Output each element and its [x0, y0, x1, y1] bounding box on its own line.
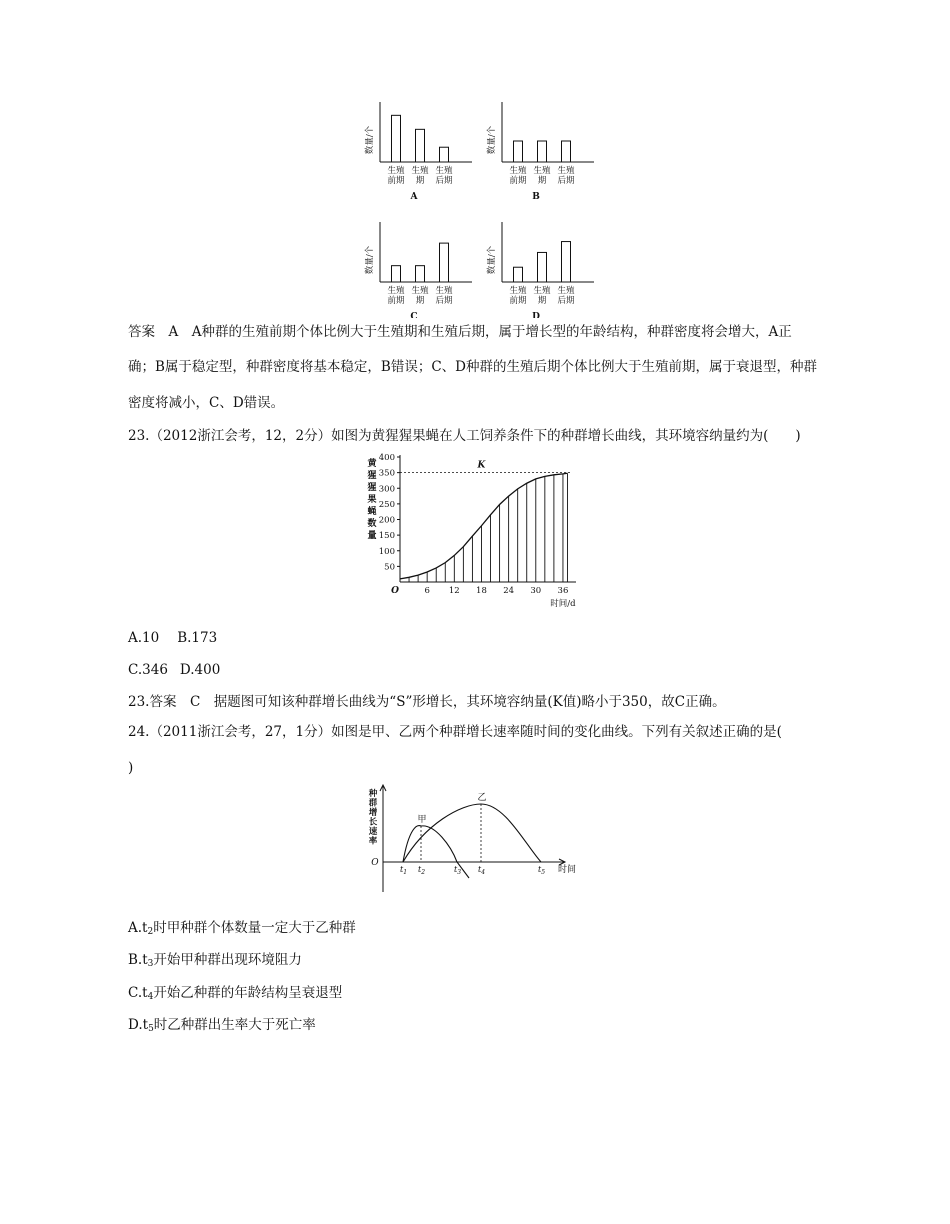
t-label: $t_3$	[454, 865, 462, 876]
y-tick-label: 150	[378, 531, 395, 542]
x-tick-label: 36	[557, 586, 569, 596]
q24-option-c[interactable]: $C.t_4$开始乙种群的年龄结构呈衰退型	[128, 985, 343, 1002]
x-axis-label: 时间	[557, 865, 577, 875]
x-tick-label: 18	[476, 586, 487, 596]
category-label-line2: 期	[415, 176, 425, 186]
category-label-line1: 生殖	[435, 286, 453, 296]
y-axis-label-char: 猩	[367, 483, 377, 493]
y-axis-label: 数量/个	[365, 125, 375, 155]
q23-option-b[interactable]: B.173	[177, 630, 218, 646]
q24-stem-line2: )	[128, 760, 134, 776]
category-label-line2: 前期	[509, 176, 527, 186]
category-label-line1: 生殖	[509, 166, 527, 176]
bar	[440, 243, 449, 282]
x-tick-label: 30	[530, 586, 542, 596]
answer-22-line2: 确；B属于稳定型，种群密度将基本稳定，B错误；C、D种群的生殖后期个体比例大于生殖前期，属于衰退型，种群	[128, 359, 817, 375]
age-panel-D	[486, 222, 594, 318]
q23-options-ab	[128, 628, 828, 648]
y-tick-label: 350	[378, 468, 395, 479]
panel-label: D	[532, 312, 540, 318]
age-panel-B	[486, 102, 594, 202]
y-axis-label-char: 种	[368, 789, 378, 799]
panel-label: C	[410, 312, 418, 318]
category-label-line1: 生殖	[387, 166, 405, 176]
x-tick-label: 6	[424, 586, 430, 596]
bar	[416, 266, 425, 282]
growth-curve	[400, 473, 567, 579]
y-axis-label-char: 率	[368, 836, 378, 847]
q23-option-a[interactable]: A.10	[128, 630, 160, 646]
category-label-line1: 生殖	[533, 166, 551, 176]
bar	[392, 266, 401, 282]
q23-answer: 23.答案 C 据题图可知该种群增长曲线为“S”形增长，其环境容纳量(K值)略小于350，故C正确。	[128, 694, 726, 710]
category-label-line2: 前期	[387, 176, 405, 186]
x-axis-label: 时间/d	[550, 599, 576, 609]
category-label-line2: 前期	[509, 296, 527, 306]
y-axis-label: 数量/个	[487, 125, 497, 155]
k-label: K	[477, 460, 486, 471]
t-label: $t_5$	[538, 865, 546, 876]
category-label-line2: 后期	[557, 176, 575, 186]
q24-stem-line1: 24.（2011浙江会考，27，1分）如图是甲、乙两个种群增长速率随时间的变化曲线。下列有关叙述正确的是(	[128, 724, 782, 740]
age-structure-figure	[360, 96, 600, 318]
y-tick-label: 400	[378, 453, 395, 463]
panel-label: B	[532, 192, 540, 202]
bar	[538, 252, 547, 282]
category-label-line2: 期	[537, 296, 547, 306]
x-tick-label: 24	[503, 586, 515, 596]
category-label-line1: 生殖	[411, 286, 429, 296]
category-label-line2: 前期	[387, 296, 405, 306]
bar	[440, 147, 449, 162]
y-axis-label-char: 速	[368, 827, 378, 837]
category-label-line1: 生殖	[509, 286, 527, 296]
panel-label: A	[410, 192, 418, 202]
q23-options-cd	[128, 660, 828, 680]
t-label: $t_1$	[400, 865, 408, 876]
age-panel-A	[364, 102, 472, 202]
category-label-line1: 生殖	[411, 166, 429, 176]
y-axis-label-char: 长	[368, 817, 378, 828]
y-axis-label-char: 量	[367, 531, 377, 541]
y-tick-label: 300	[378, 484, 395, 495]
y-axis-label-char: 黄	[367, 459, 377, 469]
curve-label-yi: 乙	[477, 793, 487, 803]
origin-label: O	[371, 858, 379, 868]
growth-rate-chart	[365, 784, 590, 900]
answer-22-line3: 密度将减小，C、D错误。	[128, 395, 285, 411]
category-label-line1: 生殖	[533, 286, 551, 296]
q24-option-a[interactable]: $A.t_2$时甲种群个体数量一定大于乙种群	[128, 920, 356, 937]
category-label-line2: 后期	[557, 296, 575, 306]
category-label-line1: 生殖	[387, 286, 405, 296]
y-tick-label: 250	[378, 499, 395, 510]
answer-22-line1: 答案 A A种群的生殖前期个体比例大于生殖期和生殖后期，属于增长型的年龄结构，种群密度将会增大，A正	[128, 324, 792, 340]
category-label-line2: 期	[415, 296, 425, 306]
bar	[562, 242, 571, 282]
bar	[416, 129, 425, 162]
y-axis-label: 数量/个	[365, 245, 375, 275]
q23-option-c[interactable]: C.346	[128, 662, 168, 678]
y-axis-label-char: 群	[368, 798, 378, 809]
y-axis-label: 数量/个	[487, 245, 497, 275]
bar	[392, 115, 401, 162]
y-axis-label-char: 增	[368, 808, 378, 818]
q23-option-d[interactable]: D.400	[179, 662, 221, 678]
age-panel-C	[364, 222, 472, 318]
category-label-line2: 期	[537, 176, 547, 186]
y-axis-label-char: 猩	[367, 471, 377, 481]
category-label-line1: 生殖	[557, 166, 575, 176]
y-axis-label-char: 数	[367, 519, 377, 529]
category-label-line1: 生殖	[557, 286, 575, 296]
category-label-line2: 后期	[435, 176, 453, 186]
category-label-line1: 生殖	[435, 166, 453, 176]
y-axis-label-char: 果	[367, 495, 377, 505]
bar	[538, 141, 547, 162]
category-label-line2: 后期	[435, 296, 453, 306]
origin-label: O	[391, 586, 399, 596]
y-tick-label: 200	[378, 515, 395, 526]
bar	[514, 267, 523, 282]
y-tick-label: 100	[378, 546, 395, 557]
t-label: $t_2$	[418, 865, 426, 876]
q24-option-b[interactable]: $B.t_3$开始甲种群出现环境阻力	[128, 952, 302, 969]
x-tick-label: 12	[448, 586, 460, 596]
t-label: $t_4$	[478, 865, 486, 876]
curve-yi	[403, 804, 541, 862]
bar	[562, 141, 571, 162]
y-tick-label: 50	[384, 562, 395, 573]
bar	[514, 141, 523, 162]
q23-stem: 23.（2012浙江会考，12，2分）如图为黄猩猩果蝇在人工饲养条件下的种群增长曲线，其环境容纳量约为( )	[128, 428, 801, 444]
y-axis-label-char: 蝇	[367, 507, 377, 517]
q24-option-d[interactable]: $D.t_5$时乙种群出生率大于死亡率	[128, 1017, 316, 1034]
curve-label-jia: 甲	[417, 815, 427, 825]
growth-curve-chart	[360, 452, 600, 618]
